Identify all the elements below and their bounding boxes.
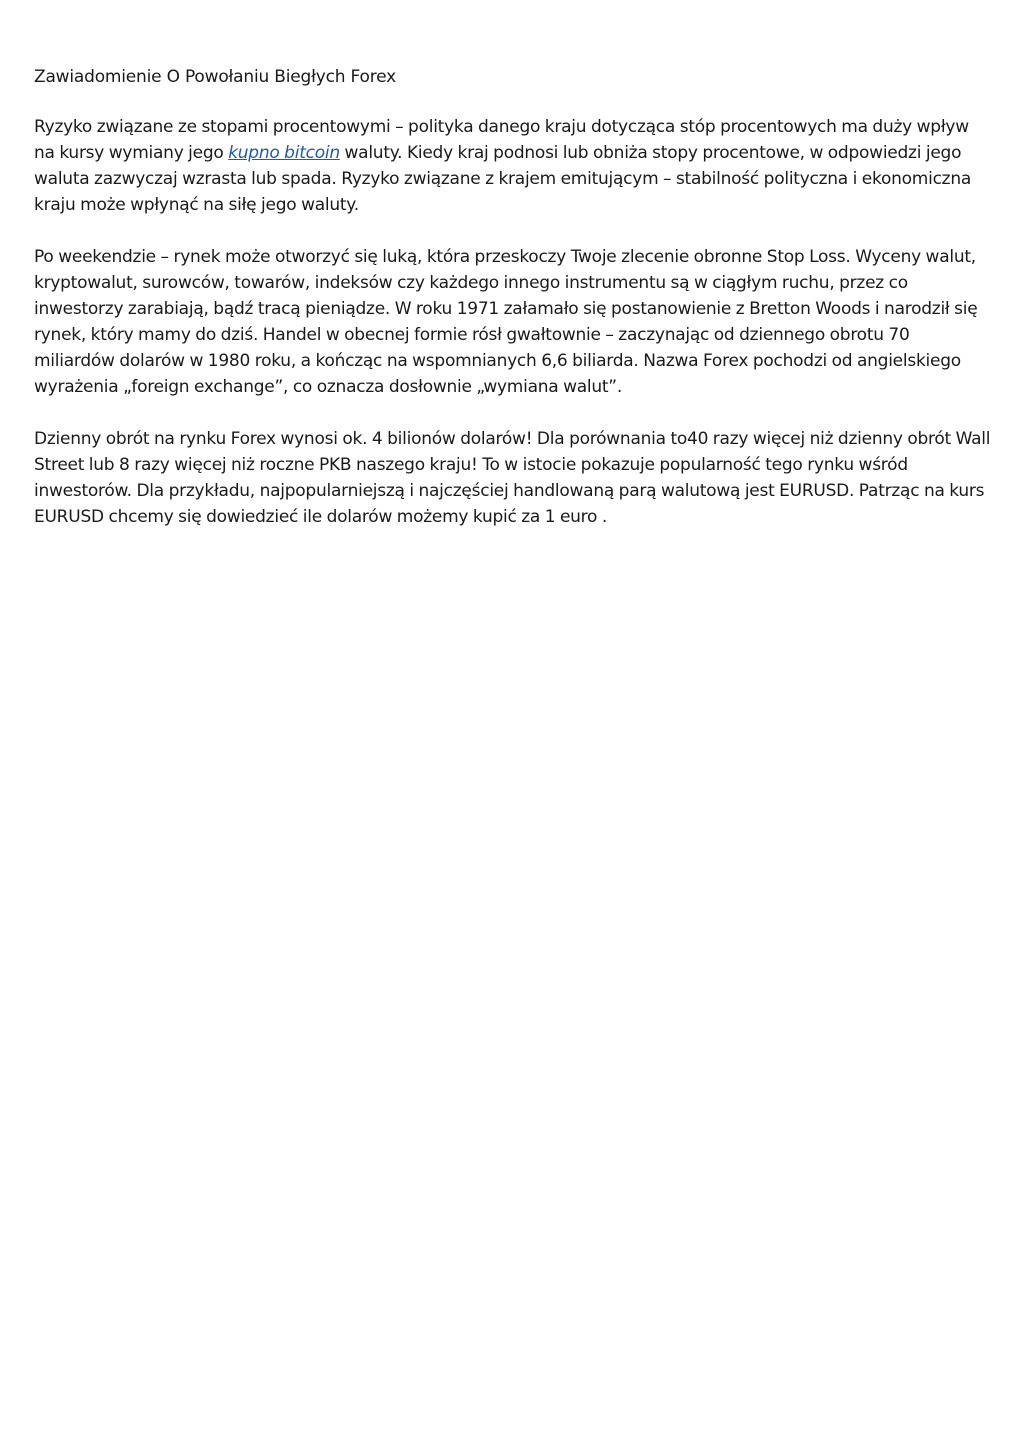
paragraph-interest-rate-risk (34, 114, 992, 218)
document-title: Zawiadomienie O Powołaniu Biegłych Forex (34, 67, 396, 87)
document-page (34, 64, 992, 556)
paragraph-daily-turnover: Dzienny obrót na rynku Forex wynosi ok. 4 bilionów dolarów! Dla porównania to40 razy więcej niż dzienny obrót Wall Street lub 8 razy więcej niż roczne PKB naszego kraju! To w istocie pokazuje popularność tego rynku wśród inwestorów. Dla przykładu, najpopularniejszą i najczęściej handlowaną parą walutową jest EURUSD. Patrząc na kurs EURUSD chcemy się dowiedzieć ile dolarów możemy kupić za 1 euro . (34, 429, 991, 527)
paragraph-weekend-gap: Po weekendzie – rynek może otworzyć się luką, która przeskoczy Twoje zlecenie obronne Stop Loss. Wyceny walut, kryptowalut, surowców, towarów, indeksów czy każdego innego instrumentu są w ciągłym ruchu, przez co inwestorzy zarabiają, bądź tracą pieniądze. W roku 1971 załamało się postanowienie z Bretton Woods i narodził się rynek, który mamy do dziś. Handel w obecnej formie rósł gwałtownie – zaczynając od dziennego obrotu 70 miliardów dolarów w 1980 roku, a kończąc na wspomnianych 6,6 biliarda. Nazwa Forex pochodzi od angielskiego wyrażenia „foreign exchange”, co oznacza dosłownie „wymiana walut”. (34, 247, 978, 397)
paragraph-1-text-end: waluty. Kiedy kraj podnosi lub obniża stopy procentowe, w odpowiedzi jego waluta zazwyczaj wzrasta lub spada. Ryzyko związane z krajem emitującym – stabilność polityczna i ekonomiczna kraju może wpłynąć na siłę jego waluty. (34, 143, 972, 215)
kupno-bitcoin-link[interactable]: kupno bitcoin (228, 143, 340, 163)
paragraph-1-text-start: Ryzyko związane ze stopami procentowymi – polityka danego kraju dotycząca stóp procentowych ma duży wpływ na kursy wymiany jego (34, 117, 969, 163)
